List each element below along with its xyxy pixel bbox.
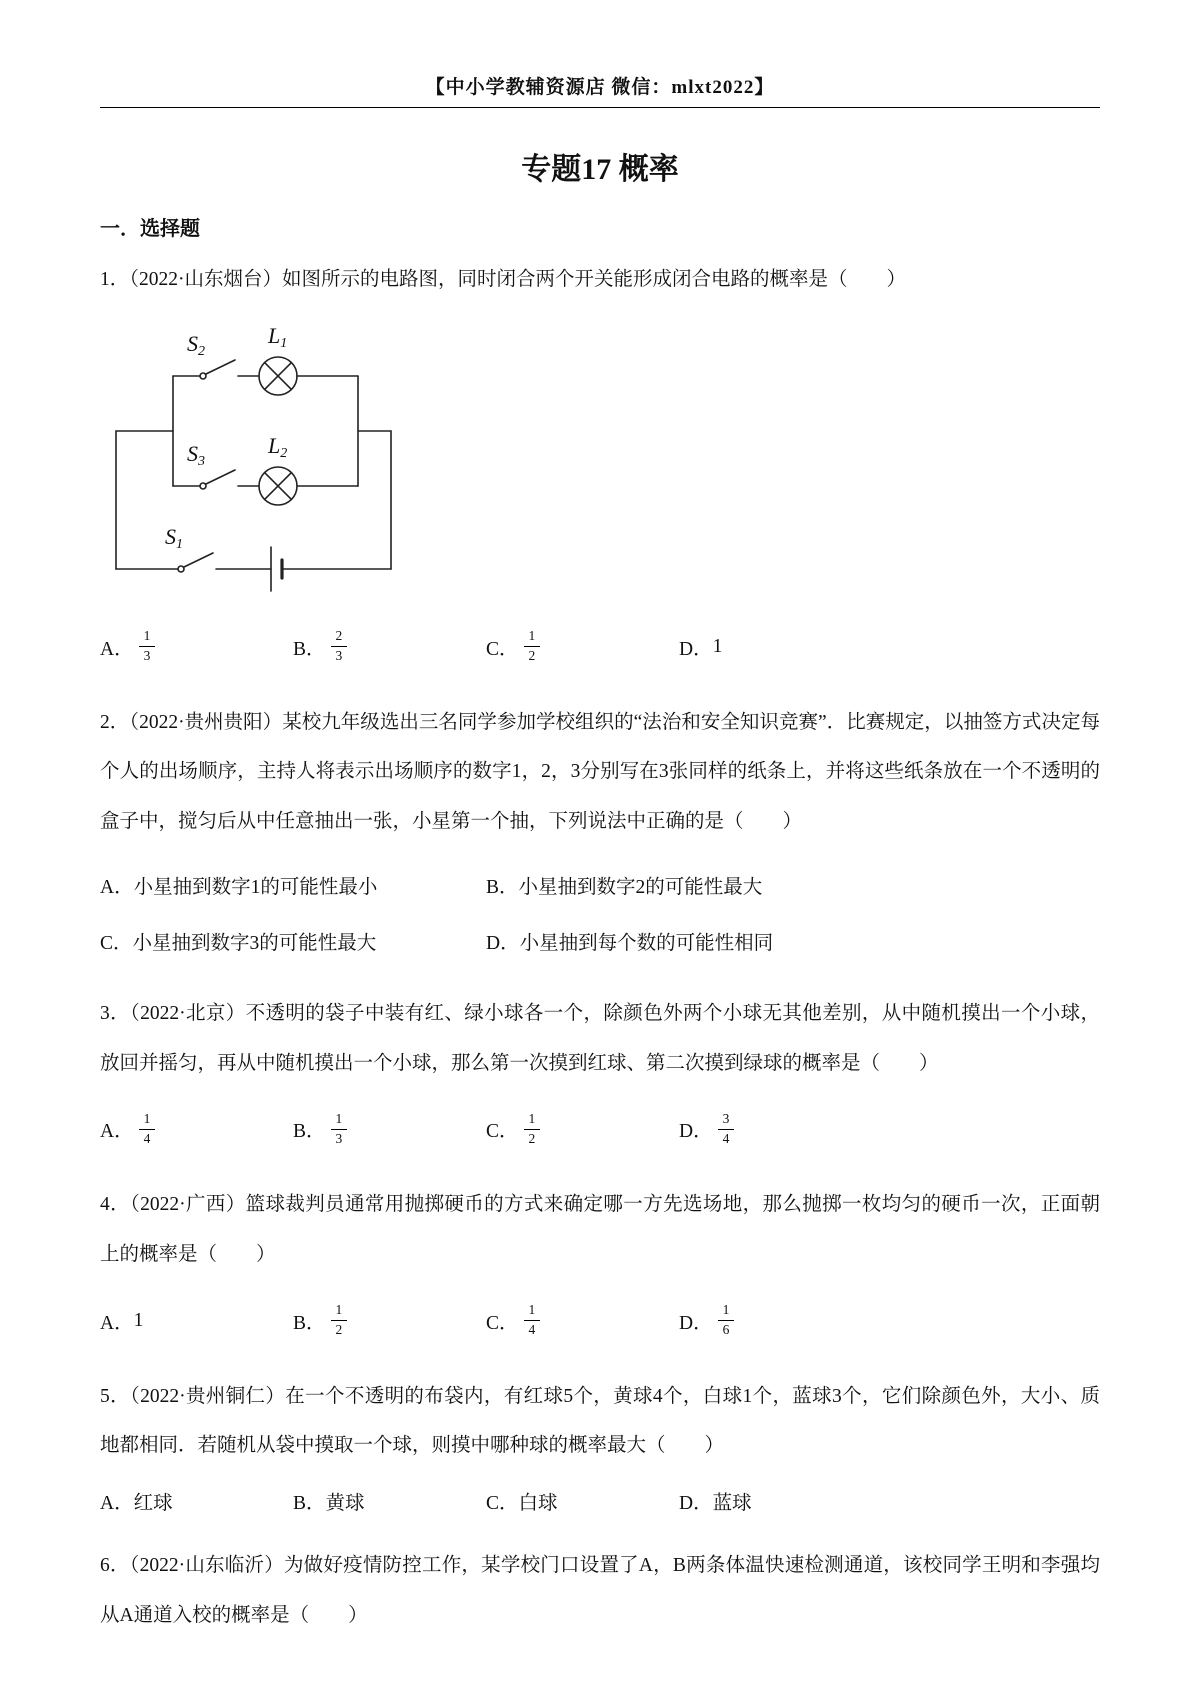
question-6-text: 6．（2022·山东临沂）为做好疫情防控工作，某学校门口设置了A，B两条体温快速检测通道，该校同学王明和李强均从A通道入校的概率是（ ） (100, 1555, 1100, 1626)
question-3-option-a (100, 1098, 293, 1160)
option-label: B． (293, 1312, 326, 1334)
circuit-figure (108, 311, 1100, 606)
fraction-denominator: 3 (143, 648, 151, 664)
question-4-option-c (486, 1290, 679, 1352)
option-label: C． (486, 1121, 519, 1143)
fraction (524, 1111, 541, 1148)
option-value: 小星抽到数字3的可能性最大 (132, 932, 377, 954)
option-label: B． (293, 638, 326, 660)
option-value: 小星抽到每个数的可能性相同 (519, 932, 774, 954)
option-value: 小星抽到数字1的可能性最小 (133, 876, 378, 898)
fraction (331, 628, 348, 665)
fraction-numerator: 2 (331, 628, 348, 647)
question-4-option-b (293, 1290, 486, 1352)
circuit-branch-middle (173, 467, 358, 505)
option-label: D． (679, 1312, 713, 1334)
option-label: A． (100, 1121, 134, 1143)
fraction-numerator: 1 (139, 628, 156, 647)
question-2-options (100, 857, 1100, 969)
fraction-numerator: 1 (718, 1302, 735, 1321)
circuit-wires (116, 376, 391, 569)
fraction-numerator: 1 (524, 628, 541, 647)
switch-s3-terminal (200, 483, 206, 489)
switch-s1-terminal (178, 566, 184, 572)
fraction-denominator: 6 (722, 1322, 730, 1338)
switch-s2-terminal (200, 373, 206, 379)
question-2-option-d (486, 921, 872, 961)
question-3-option-d (679, 1098, 734, 1160)
question-1-text: 1．（2022·山东烟台）如图所示的电路图，同时闭合两个开关能形成闭合电路的概率是（ ） (100, 269, 906, 290)
label-s3: S3 (187, 440, 205, 469)
header-divider (100, 107, 1100, 108)
fraction-numerator: 1 (524, 1302, 541, 1321)
section-heading: 一．选择题 (100, 218, 200, 240)
fraction-numerator: 1 (331, 1302, 348, 1321)
question-1-option-c (486, 616, 679, 678)
question-1-option-a (100, 616, 293, 678)
fraction-denominator: 2 (528, 1130, 536, 1146)
fraction-denominator: 4 (722, 1130, 730, 1146)
question-5-option-c (486, 1481, 679, 1521)
question-3-option-b (293, 1098, 486, 1160)
label-s1: S1 (165, 523, 183, 552)
question-5-option-b (293, 1481, 486, 1521)
option-label: B． (293, 1493, 326, 1515)
fraction (718, 1302, 735, 1339)
option-label: A． (100, 1312, 134, 1334)
option-label: C． (486, 1493, 519, 1515)
fraction-denominator: 2 (528, 648, 536, 664)
option-label: D． (486, 932, 520, 954)
question-3-option-c (486, 1098, 679, 1160)
switch-s1-blade (184, 553, 213, 567)
option-label: D． (679, 638, 713, 660)
battery-symbol (271, 547, 282, 591)
fraction (524, 628, 541, 665)
option-value: 1 (133, 1309, 144, 1331)
circuit-branch-bottom (116, 547, 391, 591)
option-label: C． (486, 1312, 519, 1334)
fraction-denominator: 4 (528, 1322, 536, 1338)
question-5-option-d (679, 1481, 752, 1521)
question-1-option-d (679, 616, 722, 678)
fraction-denominator: 3 (335, 1130, 343, 1146)
question-3-text: 3．（2022·北京）不透明的袋子中装有红、绿小球各一个，除颜色外两个小球无其他差别，从中随机摸出一个小球，放回并摇匀，再从中随机摸出一个小球，那么第一次摸到红球、第二次摸到绿球的概率是（ ） (100, 1002, 1100, 1074)
question-4-option-a (100, 1290, 293, 1352)
option-label: D． (679, 1493, 713, 1515)
option-label: B． (486, 876, 519, 898)
question-1-option-b (293, 616, 486, 678)
fraction-denominator: 2 (335, 1322, 343, 1338)
question-3-options (100, 1098, 1100, 1160)
question-5-text: 5．（2022·贵州铜仁）在一个不透明的布袋内，有红球5个，黄球4个，白球1个，蓝球3个，它们除颜色外，大小、质地都相同．若随机从袋中摸取一个球，则摸中哪种球的概率最大（ ） (100, 1385, 1100, 1457)
fraction (139, 628, 156, 665)
option-label: A． (100, 876, 134, 898)
fraction-numerator: 1 (139, 1111, 156, 1130)
option-label: D． (679, 1121, 713, 1143)
option-value: 蓝球 (712, 1493, 752, 1515)
question-2-option-b (486, 865, 872, 905)
switch-s3-blade (206, 470, 235, 484)
fraction-numerator: 1 (331, 1111, 348, 1130)
label-l1: L1 (268, 322, 288, 351)
fraction (524, 1302, 541, 1339)
fraction-denominator: 4 (143, 1130, 151, 1146)
question-2-option-a (100, 865, 486, 905)
question-5-options (100, 1481, 1100, 1521)
label-s2: S2 (187, 330, 205, 359)
question-4-options (100, 1290, 1100, 1352)
option-label: C． (486, 638, 519, 660)
circuit-svg (108, 311, 408, 601)
question-2-option-c (100, 921, 486, 961)
circuit-branch-top (173, 357, 358, 395)
question-2-text: 2．（2022·贵州贵阳）某校九年级选出三名同学参加学校组织的“法治和安全知识竞赛”．比赛规定，以抽签方式决定每个人的出场顺序，主持人将表示出场顺序的数字1，2，3分别写在3张同样的纸条上，并将这些纸条放在一个不透明的盒子中，搅匀后从中任意抽出一张，小星第一个抽，下列说法中正确的是（ ） (100, 711, 1100, 833)
option-label: C． (100, 932, 133, 954)
header-text: 【中小学教辅资源店 微信：mlxt2022】 (425, 77, 775, 98)
option-label: A． (100, 638, 134, 660)
option-value: 红球 (133, 1493, 173, 1515)
question-4-text: 4．（2022·广西）篮球裁判员通常用抛掷硬币的方式来确定哪一方先选场地，那么抛掷一枚均匀的硬币一次，正面朝上的概率是（ ） (100, 1194, 1100, 1266)
question-1-options (100, 616, 1100, 678)
fraction (331, 1111, 348, 1148)
option-label: A． (100, 1493, 134, 1515)
question-4-option-d (679, 1290, 734, 1352)
option-value: 小星抽到数字2的可能性最大 (518, 876, 763, 898)
fraction-numerator: 1 (524, 1111, 541, 1130)
page-title: 专题17 概率 (521, 153, 679, 186)
fraction (139, 1111, 156, 1148)
label-l2: L2 (268, 432, 288, 461)
fraction (331, 1302, 348, 1339)
switch-s2-blade (206, 360, 235, 374)
lamp-l2-symbol (259, 467, 297, 505)
option-value: 白球 (518, 1493, 558, 1515)
fraction (718, 1111, 735, 1148)
option-value: 黄球 (325, 1493, 365, 1515)
fraction-numerator: 3 (718, 1111, 735, 1130)
question-5-option-a (100, 1481, 293, 1521)
option-value: 1 (712, 635, 723, 657)
page-header (100, 72, 1100, 99)
fraction-denominator: 3 (335, 648, 343, 664)
lamp-l1-symbol (259, 357, 297, 395)
option-label: B． (293, 1121, 326, 1143)
